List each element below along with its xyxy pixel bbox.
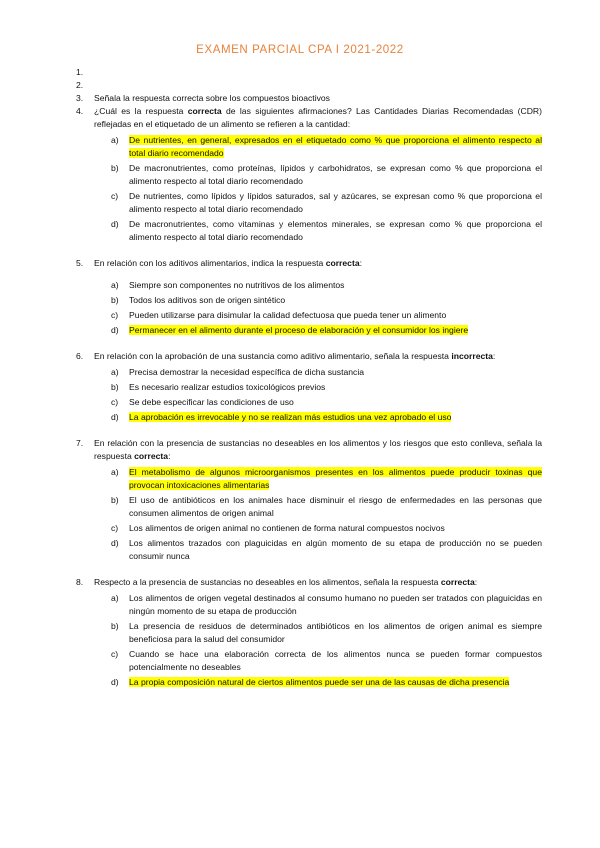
question-text: En relación con la aprobación de una sustancia como aditivo alimentario, señala la respuesta incorrecta: bbox=[94, 351, 496, 361]
options-list bbox=[111, 279, 542, 337]
question-2 bbox=[76, 79, 542, 92]
question-8 bbox=[76, 576, 542, 689]
option-letter: c) bbox=[111, 523, 119, 533]
answer-option bbox=[111, 309, 542, 322]
option-text: Los alimentos de origen vegetal destinados al consumo humano no pueden ser tratados con plaguicidas en ningún momento de su etapa de producción bbox=[129, 593, 542, 616]
answer-option bbox=[111, 537, 542, 563]
answer-option bbox=[111, 620, 542, 646]
question-number: 3. bbox=[76, 93, 84, 103]
question-number: 7. bbox=[76, 438, 84, 448]
options-list bbox=[111, 592, 542, 689]
option-letter: b) bbox=[111, 621, 119, 631]
page-title: EXAMEN PARCIAL CPA I 2021-2022 bbox=[196, 44, 404, 56]
answer-option bbox=[111, 396, 542, 409]
option-text: De macronutrientes, como proteínas, lípidos y carbohidratos, se expresan como % que proporciona el alimento respecto al total diario recomendado bbox=[129, 163, 542, 186]
answer-option bbox=[111, 294, 542, 307]
option-text: Todos los aditivos son de origen sintético bbox=[129, 295, 286, 305]
option-letter: a) bbox=[111, 135, 119, 145]
highlighted-answer-text: De nutrientes, en general, expresados en el etiquetado como % que proporciona el alimento respecto al total diario recomendado bbox=[129, 135, 542, 158]
answer-option bbox=[111, 411, 542, 424]
option-letter: a) bbox=[111, 593, 119, 603]
option-text: Cuando se hace una elaboración correcta de los alimentos nunca se pueden formar compuestos potencialmente no deseables bbox=[129, 649, 542, 672]
highlighted-answer-text: El metabolismo de algunos microorganismos presentes en los alimentos puede producir toxinas que provocan intoxicaciones alimentarias bbox=[129, 467, 542, 490]
option-letter: c) bbox=[111, 191, 119, 201]
question-text: En relación con la presencia de sustancias no deseables en los alimentos y los riesgos que esto conlleva, señala la respuesta correcta: bbox=[94, 438, 542, 461]
option-letter: a) bbox=[111, 467, 119, 477]
options-list bbox=[111, 466, 542, 563]
answer-option bbox=[111, 218, 542, 244]
option-text: De macronutrientes, como vitaminas y elementos minerales, se expresan como % que proporciona el alimento respecto al total diario recomendado bbox=[129, 219, 542, 242]
question-7 bbox=[76, 437, 542, 563]
option-text: Los alimentos de origen animal no contienen de forma natural compuestos nocivos bbox=[129, 523, 445, 533]
option-text: Es necesario realizar estudios toxicológicos previos bbox=[129, 382, 326, 392]
answer-option bbox=[111, 648, 542, 674]
option-text: Precisa demostrar la necesidad específica de dicha sustancia bbox=[129, 367, 365, 377]
option-text: De nutrientes, como lípidos y lípidos saturados, sal y azúcares, se expresan como % que proporciona el alimento respecto al total diario recomendado bbox=[129, 191, 542, 214]
exam-content bbox=[76, 66, 542, 691]
option-letter: c) bbox=[111, 649, 119, 659]
question-text: Señala la respuesta correcta sobre los compuestos bioactivos bbox=[94, 93, 330, 103]
option-letter: d) bbox=[111, 677, 119, 687]
question-5 bbox=[76, 257, 542, 337]
answer-option bbox=[111, 592, 542, 618]
option-letter: b) bbox=[111, 495, 119, 505]
option-letter: d) bbox=[111, 325, 119, 335]
option-letter: d) bbox=[111, 219, 119, 229]
question-number: 2. bbox=[76, 80, 84, 90]
option-letter: a) bbox=[111, 367, 119, 377]
question-1 bbox=[76, 66, 542, 79]
question-number: 8. bbox=[76, 577, 84, 587]
answer-option bbox=[111, 366, 542, 379]
highlighted-answer-text: Permanecer en el alimento durante el proceso de elaboración y el consumidor los ingiere bbox=[129, 325, 469, 335]
question-text bbox=[94, 79, 542, 92]
option-text: Los alimentos trazados con plaguicidas en algún momento de su etapa de producción no se pueden consumir nunca bbox=[129, 538, 542, 561]
answer-option bbox=[111, 466, 542, 492]
option-letter: c) bbox=[111, 310, 119, 320]
answer-option bbox=[111, 162, 542, 188]
option-letter: d) bbox=[111, 538, 119, 548]
option-text: Pueden utilizarse para disimular la calidad defectuosa que pueda tener un alimento bbox=[129, 310, 447, 320]
option-text: La presencia de residuos de determinados antibióticos en los alimentos de origen animal es siempre beneficiosa para la salud del consumidor bbox=[129, 621, 542, 644]
options-list bbox=[111, 366, 542, 424]
question-text: Respecto a la presencia de sustancias no deseables en los alimentos, señala la respuesta correcta: bbox=[94, 577, 478, 587]
option-letter: a) bbox=[111, 280, 119, 290]
option-letter: b) bbox=[111, 295, 119, 305]
highlighted-answer-text: La aprobación es irrevocable y no se realizan más estudios una vez aprobado el uso bbox=[129, 412, 452, 422]
option-letter: d) bbox=[111, 412, 119, 422]
answer-option bbox=[111, 381, 542, 394]
question-text: En relación con los aditivos alimentarios, indica la respuesta correcta: bbox=[94, 258, 362, 268]
question-number: 6. bbox=[76, 351, 84, 361]
option-text: Se debe especificar las condiciones de uso bbox=[129, 397, 294, 407]
answer-option bbox=[111, 134, 542, 160]
option-letter: c) bbox=[111, 397, 119, 407]
answer-option bbox=[111, 190, 542, 216]
option-letter: b) bbox=[111, 163, 119, 173]
answer-option bbox=[111, 279, 542, 292]
option-text: El uso de antibióticos en los animales hace disminuir el riesgo de enfermedades en las personas que consumen alimentos de origen animal bbox=[129, 495, 542, 518]
options-list bbox=[111, 134, 542, 244]
question-3 bbox=[76, 92, 542, 105]
option-text: Siempre son componentes no nutritivos de los alimentos bbox=[129, 280, 345, 290]
answer-option bbox=[111, 324, 542, 337]
option-letter: b) bbox=[111, 382, 119, 392]
question-number: 1. bbox=[76, 67, 84, 77]
answer-option bbox=[111, 676, 542, 689]
question-4 bbox=[76, 105, 542, 244]
answer-option bbox=[111, 494, 542, 520]
question-text: ¿Cuál es la respuesta correcta de las siguientes afirmaciones? Las Cantidades Diarias Recomendadas (CDR) reflejadas en el etiquetado de un alimento se refieren a la cantidad: bbox=[94, 106, 542, 129]
question-text bbox=[94, 66, 542, 79]
question-6 bbox=[76, 350, 542, 424]
question-number: 4. bbox=[76, 106, 84, 116]
highlighted-answer-text: La propia composición natural de ciertos alimentos puede ser una de las causas de dicha presencia bbox=[129, 677, 510, 687]
question-number: 5. bbox=[76, 258, 84, 268]
answer-option bbox=[111, 522, 542, 535]
